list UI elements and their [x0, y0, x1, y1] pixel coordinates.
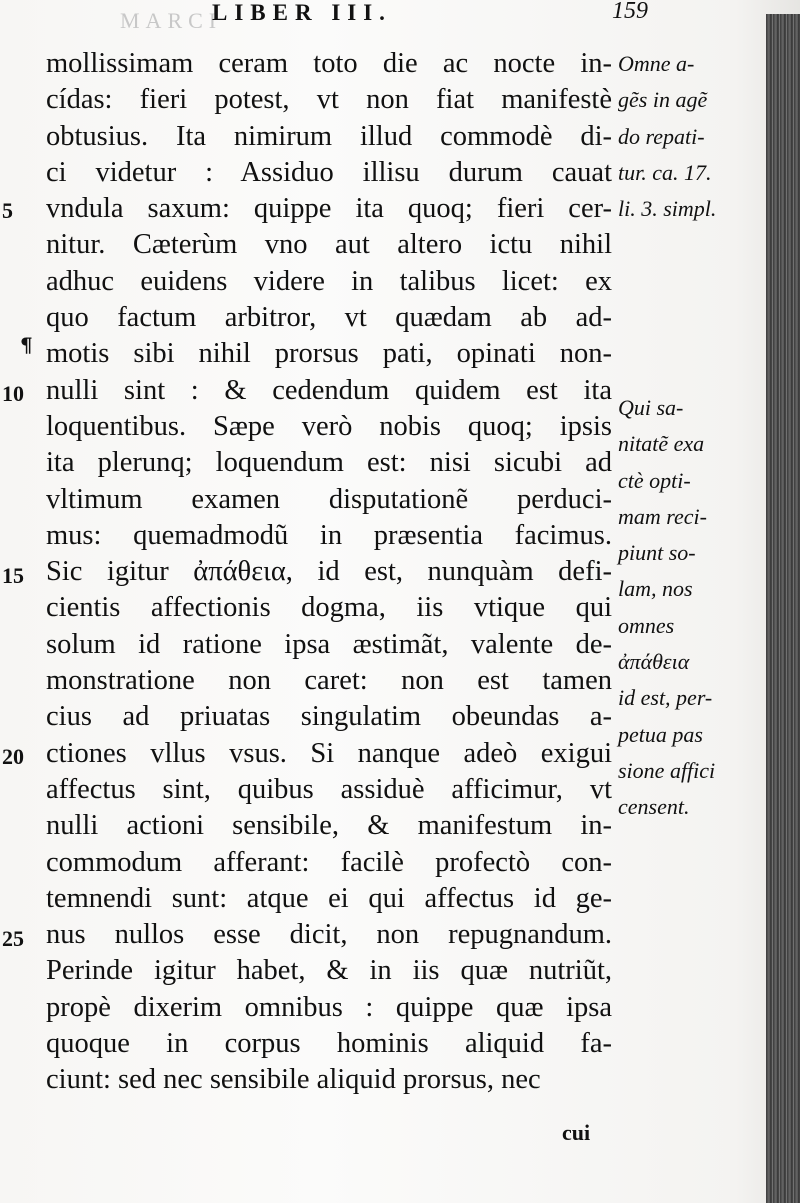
text-line: propè dixerim omnibus : quippe quæ ipsa: [46, 991, 612, 1023]
show-through-text: MARCI: [120, 8, 223, 33]
margin-note-line: tur. ca. 17.: [618, 159, 712, 185]
margin-note-line: nitatẽ exa: [618, 431, 705, 457]
text-line: nitur. Cæterùm vno aut altero ictu nihil: [46, 229, 612, 261]
line-number-10: 10: [2, 381, 24, 406]
margin-note-line: mam reci-: [618, 503, 707, 529]
text-line: ci videtur : Assiduo illisu durum cauat: [46, 156, 612, 188]
margin-note-line: do repati-: [618, 123, 705, 149]
book-gutter-shadow: [766, 14, 800, 1203]
margin-note-line: petua pas: [618, 721, 703, 747]
margin-note-line: censent.: [618, 794, 690, 820]
section-mark: ¶: [20, 333, 33, 357]
line-number-25: 25: [2, 926, 24, 951]
margin-note-line: li. 3. simpl.: [618, 196, 717, 222]
text-line: ita plerunq; loquendum est: nisi sicubi ad: [46, 447, 612, 479]
text-line: quoque in corpus hominis aliquid fa-: [46, 1028, 612, 1060]
text-line: nulli sint : & cedendum quidem est ita: [46, 374, 612, 406]
marginal-note-1: [618, 46, 764, 227]
line-number-15: 15: [2, 563, 24, 588]
text-line: cídas: fieri potest, vt non fiat manifestè: [46, 84, 612, 116]
margin-note-line: id est, per-: [618, 685, 713, 711]
running-head: LIBER III.: [212, 0, 392, 25]
margin-note-line: Omne a-: [618, 51, 695, 76]
text-line: nus nullos esse dicit, non repugnandum.: [46, 919, 612, 951]
margin-note-line: lam, nos: [618, 576, 693, 602]
body-text: [46, 46, 612, 1099]
text-line: ciunt: sed nec sensibile aliquid prorsus, nec: [46, 1064, 541, 1096]
marginal-note-2: [618, 390, 764, 826]
text-line: solum id ratione ipsa æstimãt, valente de-: [46, 628, 612, 660]
margin-note-line: ctè opti-: [618, 467, 691, 493]
text-line: monstratione non caret: non est tamen: [46, 665, 612, 697]
text-line: temnendi sunt: atque ei qui affectus id ge-: [46, 882, 612, 914]
margin-note-line: Qui sa-: [618, 395, 684, 420]
text-line: adhuc euidens videre in talibus licet: ex: [46, 265, 612, 297]
text-line: affectus sint, quibus assiduè afficimur, vt: [46, 773, 612, 805]
margin-note-line: ἀπάθεια: [618, 649, 690, 675]
text-line: cius ad priuatas singulatim obeundas a-: [46, 701, 612, 733]
text-line: loquentibus. Sæpe verò nobis quoq; ipsis: [46, 410, 612, 442]
text-line: nulli actioni sensibile, & manifestum in-: [46, 810, 612, 842]
text-line: ctiones vllus vsus. Si nanque adeò exigui: [46, 737, 612, 769]
text-line: motis sibi nihil prorsus pati, opinati non-: [46, 338, 612, 370]
text-line: vndula saxum: quippe ita quoq; fieri cer-: [46, 193, 612, 225]
margin-note-line: gẽs in agẽ: [618, 87, 708, 113]
text-line: quo factum arbitror, vt quædam ab ad-: [46, 302, 612, 334]
page-header: [0, 2, 760, 32]
catchword: cui: [562, 1120, 591, 1145]
text-line: commodum afferant: facilè profectò con-: [46, 846, 612, 878]
text-line: obtusius. Ita nimirum illud commodè di-: [46, 120, 612, 152]
text-line: Perinde igitur habet, & in iis quæ nutriũt,: [46, 955, 612, 987]
margin-note-line: piunt so-: [618, 540, 696, 566]
text-line: mollissimam ceram toto die ac nocte in-: [46, 48, 612, 79]
page-number: 159: [612, 0, 648, 24]
margin-note-line: sione affici: [618, 757, 716, 783]
text-line: vltimum examen disputationẽ perduci-: [46, 483, 612, 515]
text-line: Sic igitur ἀπάθεια, id est, nunquàm defi-: [46, 556, 612, 588]
line-number-5: 5: [2, 198, 13, 223]
text-line: mus: quemadmodũ in præsentia facimus.: [46, 519, 612, 551]
margin-note-line: omnes: [618, 612, 675, 638]
text-line: cientis affectionis dogma, iis vtique qui: [46, 592, 612, 624]
line-number-20: 20: [2, 744, 24, 769]
